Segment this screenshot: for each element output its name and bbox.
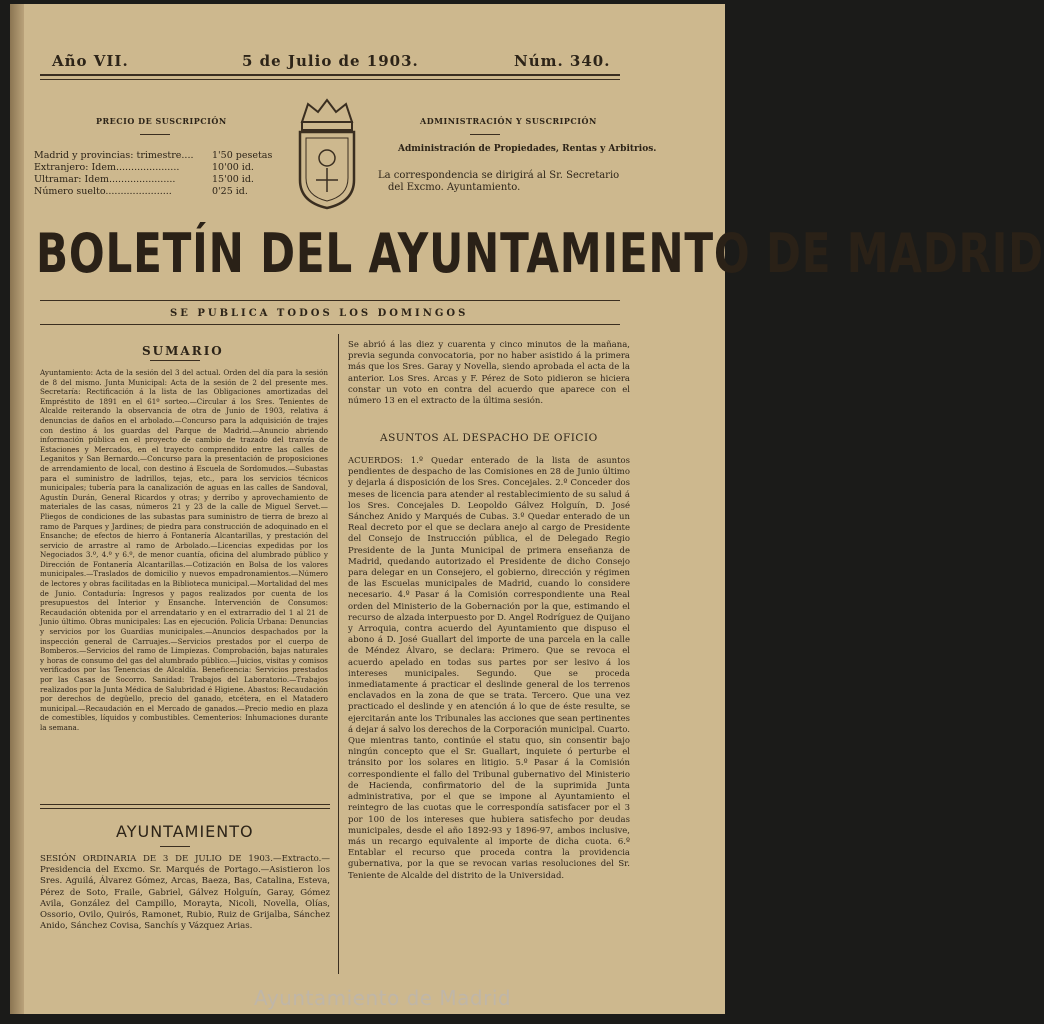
- administration-note-1: La correspondencia se dirigirá al Sr. Secretario: [378, 170, 620, 181]
- session-text: SESIÓN ORDINARIA DE 3 DE JULIO DE 1903.—Extracto.—Presidencia del Excmo. Sr. Marqués de Portago.—Asistieron los Sres. Aguilá, Álvarez Gómez, Arcas, Baeza, Bas, Catalina, Esteva, Pérez de Soto, Fraile, Gabriel, Gálvez Holguín, Garay, Gómez Avila, González del Campillo, Morayta, Nicoli, Novella, Olías, Ossorio, Ovilo, Quirós, Ramonet, Rubio, Ruiz de Grijalba, Sánchez Anido, Sánchez Covisa, Sanchís y Vázquez Arias.: [40, 854, 330, 932]
- column-divider: [338, 334, 339, 974]
- summary-text: Ayuntamiento: Acta de la sesión del 3 del actual. Orden del día para la sesión de 8 del mismo. Junta Municipal: Acta de la sesión de 2 del presente mes. Secretaría: Rectificación á la lista de las Obligaciones amortizadas del Empréstito de 1891 en el 61º sorteo.—Circular á los Sres. Tenientes de Alcalde reiterando la observancia de otra de Junio de 1903, relativa á denuncias de daños en el arbolado.—Concurso para la adquisición de trajes con destino á los guardas del Parque de Madrid.—Anuncio abriendo información pública en el proyecto de cambio de trazado del tranvía de Estaciones y Mercados, en el trayecto comprendido entre las calles de Leganitos y San Bernardo.—Concurso para la presentación de proposiciones de arrendamiento de local, con destino á Escuela de Sordomudos.—Subastas para el suministro de ladrillos, tejas, etc., para los servicios técnicos municipales; tubería para la canalización de aguas en las calles de Sandoval, Agustín Durán, General Ricardos y otras; y derribo y aprovechamiento de materiales de las casas, números 21 y 23 de la calle de Miguel Servet.—Pliegos de condiciones de las subastas para suministro de tierra de brezo al ramo de Parques y Jardines; de piedra para construcción de adoquinado en el Ensanche; de efectos de hierro á Fontanería Alcantarillas, y prestación del servicio de arrastre al ramo de Arbolado.—Licencias expedidas por los Negociados 3.º, 4.º y 6.º, de menor cuantía, oficina del alumbrado público y Dirección de Fontanería Alcantarillas.—Cotización en Bolsa de los valores municipales.—Traslados de domicilio y nuevos empadronamientos.—Número de lectores y obras facilitadas en la Biblioteca municipal.—Mortalidad del mes de Junio. Contaduría: Ingresos y pagos realizados por cuenta de los presupuestos del Interior y Ensanche. Intervención de Consumos: Recaudación obtenida por el arrendatario y en el extrarradio del 1 al 21 de Junio último. Obras municipales: Las en ejecución. Policía Urbana: Denuncias y servicios por los Guardias municipales.—Anuncios despachados por la inspección general de Carruajes.—Servicios prestados por el cuerpo de Bomberos.—Servicios del ramo de Limpiezas. Comprobación, bajas naturales y horas de consumo del gas del alumbrado público.—Juicios, visitas y comisos verificados por las Tenencias de Alcaldía. Beneficencia: Servicios prestados por las Casas de Socorro. Sanidad: Trabajos del Laboratorio.—Trabajos realizados por la Junta Médica de Salubridad é Higiene. Abastos: Recaudación por derechos de degüello, precio del ganado, etcétera, en el Matadero municipal.—Recaudación en el Mercado de ganados.—Precio medio en plaza de comestibles, líquidos y combustibles. Cementerios: Inhumaciones durante la semana.: [40, 368, 328, 732]
- coat-of-arms-icon: [294, 98, 360, 210]
- section-rule: [40, 808, 330, 809]
- subscription-ornament: [140, 134, 170, 135]
- page-spine: [10, 4, 24, 1014]
- section-rule: [40, 804, 330, 805]
- issue-number: Núm. 340.: [514, 52, 611, 70]
- summary-underline: [150, 360, 200, 361]
- price-row: Número suelto...................... 0'25 id.: [34, 186, 248, 197]
- administration-heading: ADMINISTRACIÓN Y SUSCRIPCIÓN: [420, 116, 597, 126]
- subscription-heading: PRECIO DE SUSCRIPCIÓN: [96, 116, 227, 126]
- ayuntamiento-underline: [160, 846, 190, 847]
- masthead-title: BOLETÍN DEL AYUNTAMIENTO DE MADRID: [36, 222, 1044, 285]
- masthead-rule-top: [40, 300, 620, 301]
- issue-year: Año VII.: [52, 52, 129, 70]
- price-row: Extranjero: Idem..................... 10'00 id.: [34, 162, 254, 173]
- masthead-subtitle: SE PUBLICA TODOS LOS DOMINGOS: [170, 308, 469, 319]
- administration-note-2: del Excmo. Ayuntamiento.: [388, 182, 521, 193]
- price-row: Ultramar: Idem...................... 15'00 id.: [34, 174, 254, 185]
- newspaper-page: [10, 4, 1044, 1014]
- summary-heading: SUMARIO: [142, 344, 224, 358]
- administration-office: Administración de Propiedades, Rentas y Arbitrios.: [398, 144, 657, 154]
- intro-text: Se abrió á las diez y cuarenta y cinco minutos de la mañana, previa segunda convocatoria, por no haber asistido á la primera más que los Sres. Garay y Novella, siendo aprobada el acta de la anterior. Los Sres. Arcas y F. Pérez de Soto pidieron se hiciera constar un voto en contra del acuerdo que aparece con el número 13 en el extracto de la última sesión.: [348, 340, 630, 407]
- ayuntamiento-heading: AYUNTAMIENTO: [116, 822, 254, 841]
- business-heading: ASUNTOS AL DESPACHO DE OFICIO: [380, 432, 598, 444]
- watermark: Ayuntamiento de Madrid: [254, 986, 512, 1010]
- header-rule-bottom: [40, 79, 620, 80]
- masthead-rule-bottom: [40, 324, 620, 325]
- header-rule-top: [40, 74, 620, 76]
- administration-ornament: [470, 134, 500, 135]
- price-row: Madrid y provincias: trimestre.... 1'50 pesetas: [34, 150, 273, 161]
- business-text: ACUERDOS: 1.º Quedar enterado de la lista de asuntos pendientes de despacho de las Comisiones en 28 de Junio último y dejarla á disposición de los Sres. Concejales. 2.º Conceder dos meses de licencia para atender al restablecimiento de su salud á los Sres. Concejales D. Leopoldo Gálvez Holguín, D. José Sánchez Anido y Marqués de Cubas. 3.º Quedar enterado de un Real decreto por el que se declara anejo al cargo de Presidente del Consejo de Instrucción pública, el de Delegado Regio Presidente de la Junta Municipal de primera enseñanza de Madrid, quedando autorizado el Presidente de dicho Consejo para delegar en un Consejero, el gobierno, dirección y régimen de las Escuelas municipales de Madrid, cuando lo considere necesario. 4.º Pasar á la Comisión correspondiente una Real orden del Ministerio de la Gobernación por la que, estimando el recurso de alzada interpuesto por D. Angel Rodríguez de Quijano y Arroquia, contra acuerdo del Ayuntamiento que dispuso el abono á D. José Guallart del importe de una parcela en la calle de Méndez Álvaro, se declara: Primero. Que se revoca el acuerdo apelado en todas sus partes por ser lesivo á los intereses municipales. Segundo. Que se proceda inmediatamente á practicar el deslinde general de los terrenos enclavados en la zona de que se trata. Tercero. Que una vez practicado el deslinde y en atención á lo que de éste resulte, se ejercitarán ante los Tribunales las acciones que sean pertinentes á dejar á salvo los derechos de la Corporación municipal. Cuarto. Que mientras tanto, continúe el statu quo, sin consentir bajo ningún concepto que el Sr. Guallart, inquiete ó perturbe el tránsito por los solares en litigio. 5.º Pasar á la Comisión correspondiente el fallo del Tribunal gubernativo del Ministerio de Hacienda, confirmatorio del de la suprimida Junta administrativa, por el que se impone al Ayuntamiento el reintegro de las cuotas que le correspondía satisfacer por el 3 por 100 de los intereses que hubiera satisfecho por deudas municipales, desde el año 1892-93 y 1896-97, ambos inclusive, más un recargo equivalente al importe de dicha cuota. 6.º Entablar el recurso que proceda contra la providencia gubernativa, por la que se revocan varias resoluciones del Sr. Teniente de Alcalde del distrito de la Universidad.: [348, 456, 630, 881]
- issue-date: 5 de Julio de 1903.: [242, 52, 419, 70]
